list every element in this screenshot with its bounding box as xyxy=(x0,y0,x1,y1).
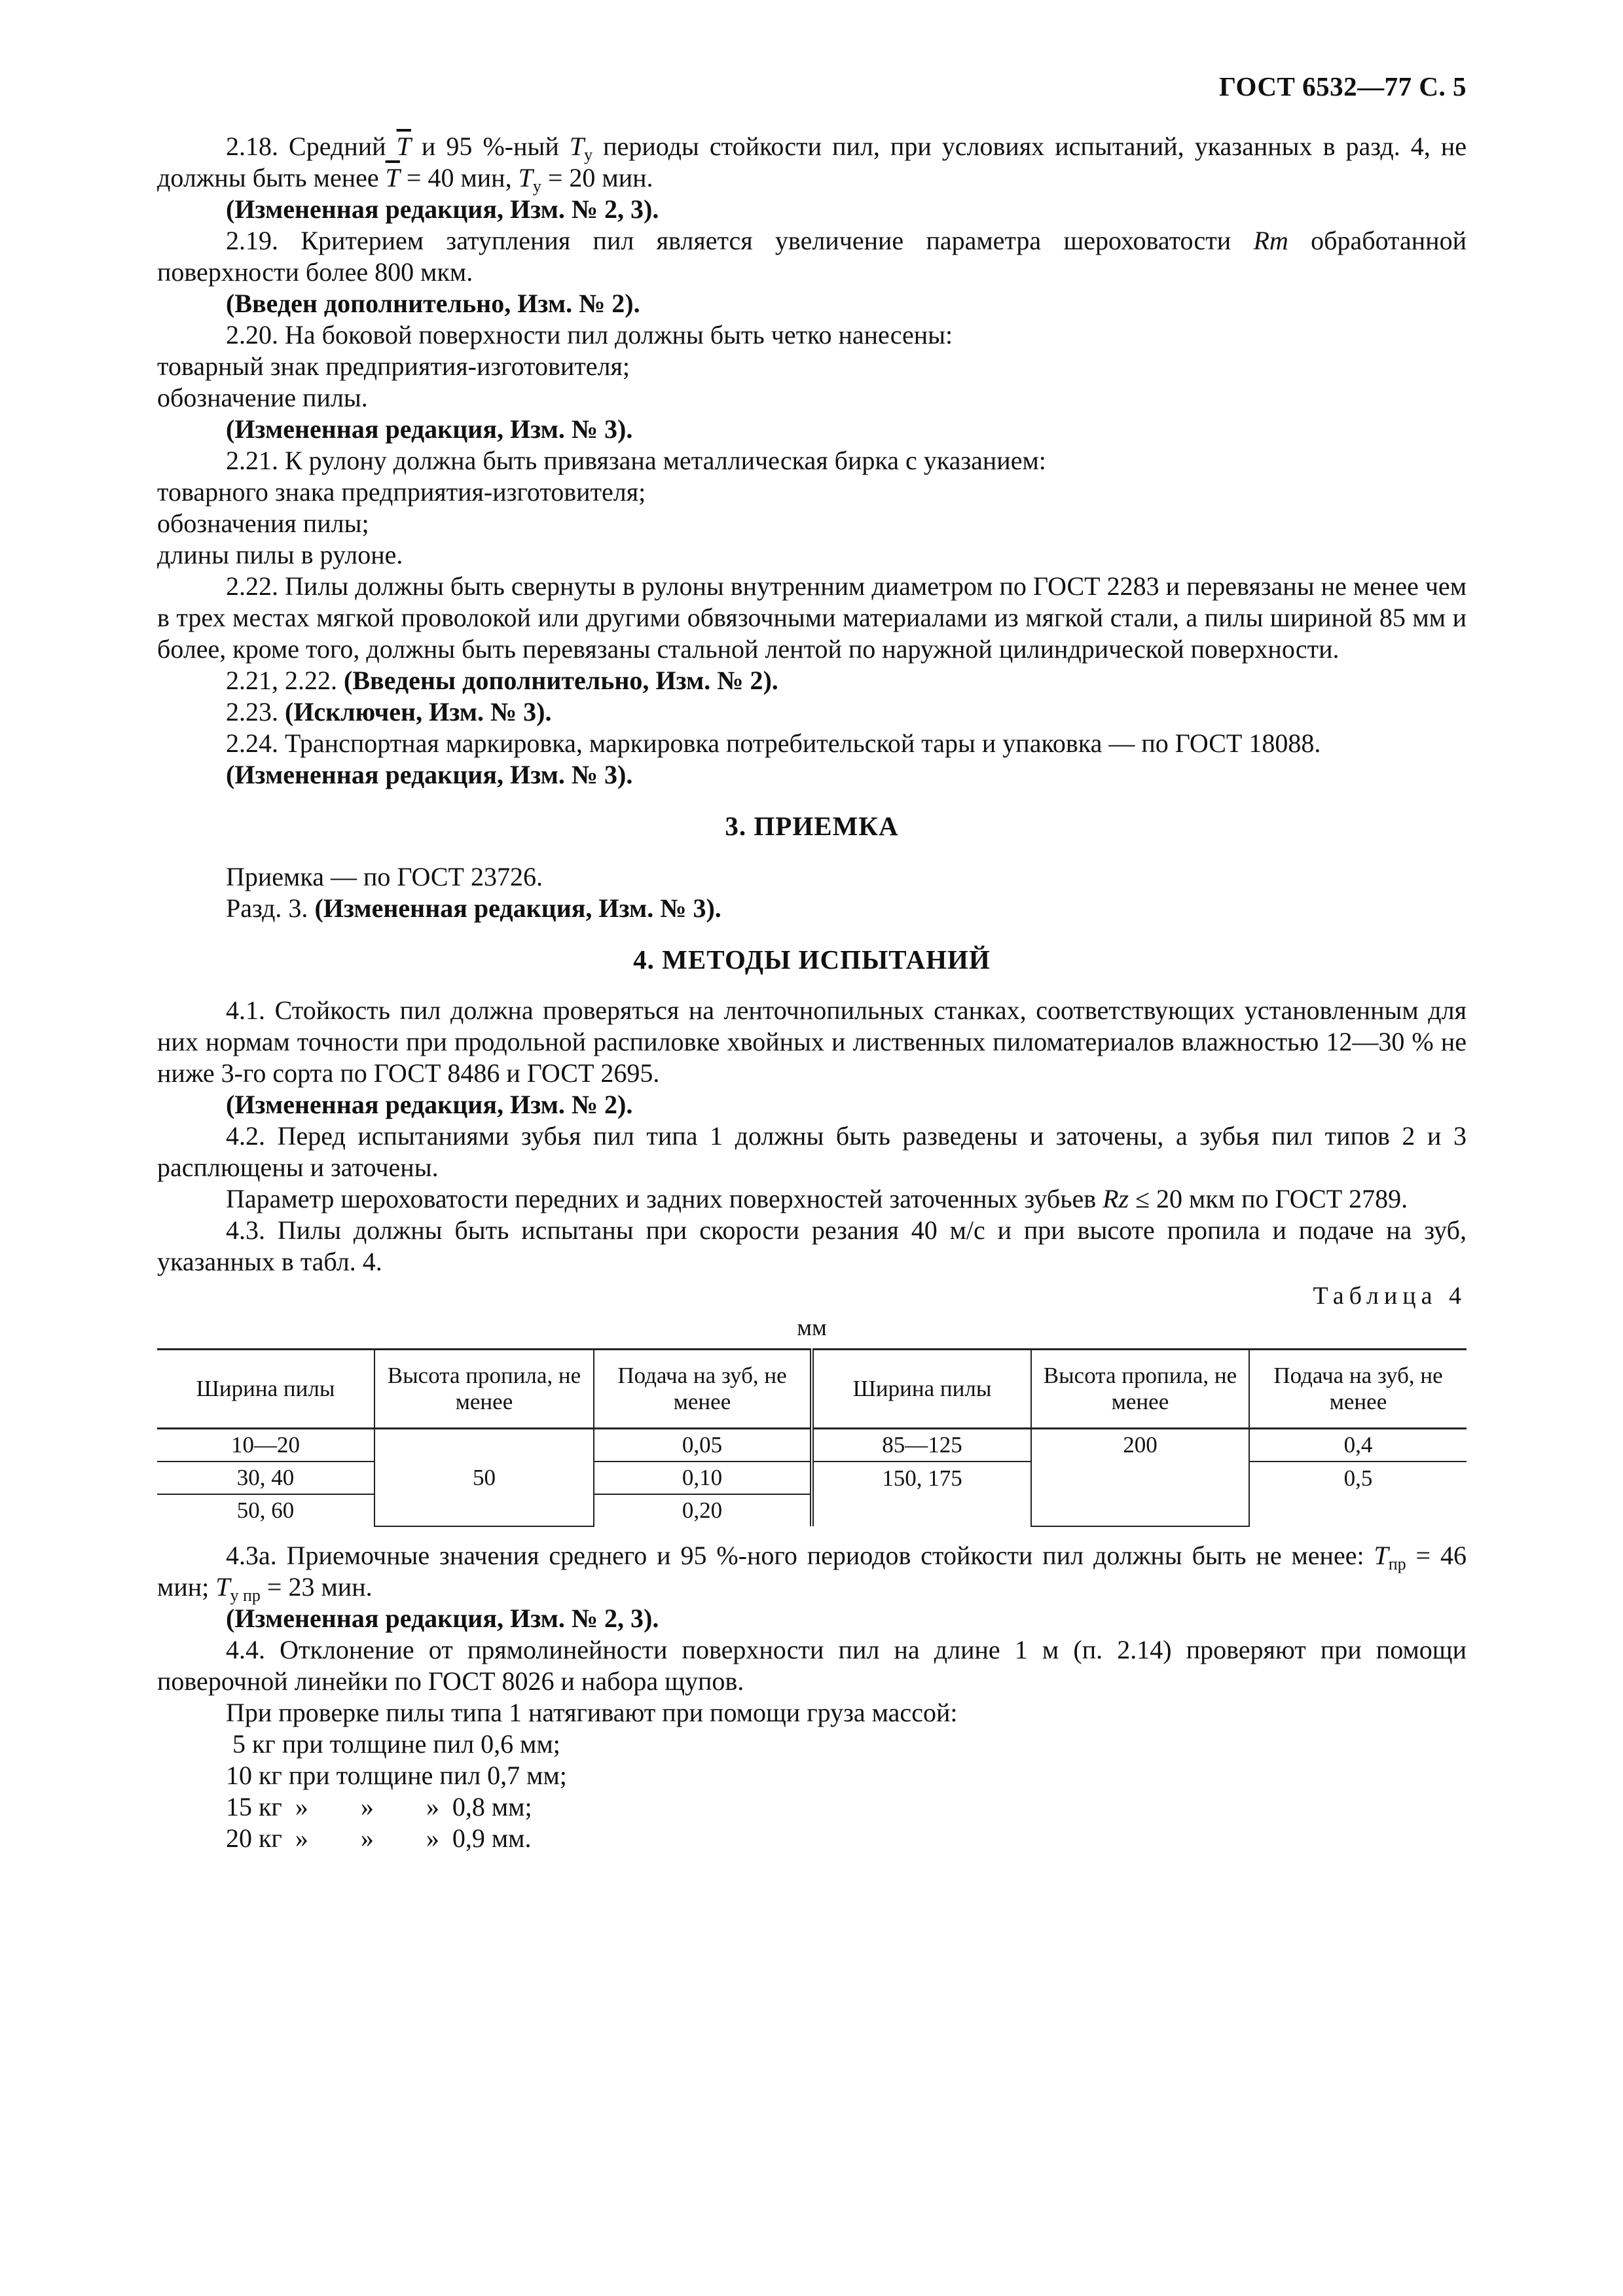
amendment-note: (Измененная редакция, Изм. № 2, 3). xyxy=(226,1604,659,1633)
paragraph-4-2: 4.2. Перед испытаниями зубья пил типа 1 должны быть разведены и заточены, а зубья пил типов 2 и 3 расплющены и заточены. xyxy=(157,1121,1467,1182)
paragraph-2-22: 2.22. Пилы должны быть свернуты в рулоны внутренним диаметром по ГОСТ 2283 и перевязаны не менее чем в трех местах мягкой проволокой или другими обвязочными материалами из мягкой стали, а пилы шириной 85 мм и более, кроме того, должны быть перевязаны стальной лентой по наружной цилиндрической поверхности. xyxy=(157,571,1467,664)
symbol-t: T xyxy=(518,163,533,192)
table-cell: 0,5 xyxy=(1249,1462,1467,1494)
symbol-t-mean: $\overline{T}$ xyxy=(385,163,400,192)
section-title-3: 3. ПРИЕМКА xyxy=(725,811,899,841)
table-row xyxy=(157,1462,1467,1494)
subscript: пр xyxy=(1388,1554,1406,1573)
table-cell: 85—125 xyxy=(812,1429,1031,1462)
list-line: товарный знак предприятия-изготовителя; xyxy=(157,351,630,381)
table-row xyxy=(157,1494,1467,1526)
text: = 40 мин, xyxy=(399,163,519,192)
column-header: Высота пропила, не менее xyxy=(1031,1350,1249,1429)
symbol-t: T xyxy=(569,132,585,161)
paragraph-4-3a xyxy=(157,1540,1467,1603)
paragraph-2-18 xyxy=(157,131,1467,194)
text: = 20 мин. xyxy=(541,163,653,192)
text: 4.3а. Приемочные значения среднего и 95 %-ного периодов стойкости пил должны быть не менее: xyxy=(226,1541,1374,1570)
text: 2.21, 2.22. xyxy=(226,666,344,695)
paragraph-4-3: 4.3. Пилы должны быть испытаны при скорости резания 40 м/с и при высоте пропила и подаче на зуб, указанных в табл. 4. xyxy=(157,1215,1467,1276)
list-line: длины пилы в рулоне. xyxy=(157,540,403,569)
load-line: 20 кг » » » 0,9 мм. xyxy=(226,1823,532,1853)
text: 2.18. Средний xyxy=(226,132,397,161)
page-header: ГОСТ 6532—77 С. 5 xyxy=(1218,71,1467,101)
bold-text: (Исключен, Изм. № 3). xyxy=(285,697,552,726)
paragraph-2-21: 2.21. К рулону должна быть привязана металлическая бирка с указанием: xyxy=(226,446,1046,475)
table-row xyxy=(157,1429,1467,1462)
load-line: 5 кг при толщине пил 0,6 мм; xyxy=(226,1729,560,1759)
subscript: у xyxy=(532,177,541,196)
table-cell: 50, 60 xyxy=(157,1494,374,1526)
list-line: обозначения пилы; xyxy=(157,509,369,538)
text: Параметр шероховатости передних и задних поверхностей заточенных зубьев xyxy=(226,1184,1103,1213)
table-cell-empty xyxy=(1249,1494,1467,1526)
paragraph-acceptance: Приемка — по ГОСТ 23726. xyxy=(226,862,543,891)
table-cell-empty xyxy=(812,1494,1031,1526)
paragraph-2-20: 2.20. На боковой поверхности пил должны быть четко нанесены: xyxy=(226,320,953,350)
amendment-note: (Измененная редакция, Изм. № 3). xyxy=(226,414,633,444)
load-line: 10 кг при толщине пил 0,7 мм; xyxy=(226,1761,567,1790)
paragraph-4-2-roughness xyxy=(157,1183,1467,1215)
symbol-rz: Rz xyxy=(1103,1184,1129,1213)
table-caption: Таблица 4 xyxy=(1313,1282,1467,1310)
spacer xyxy=(157,1527,1467,1540)
paragraph-2-23 xyxy=(157,696,1467,728)
table-cell: 0,05 xyxy=(594,1429,812,1462)
symbol-t: T xyxy=(1374,1541,1389,1570)
paragraph-2-24: 2.24. Транспортная маркировка, маркировка потребительской тары и упаковка — по ГОСТ 18088. xyxy=(226,728,1321,758)
table-4 xyxy=(157,1348,1467,1527)
bold-text: (Введены дополнительно, Изм. № 2). xyxy=(344,666,778,695)
table-cell: 30, 40 xyxy=(157,1462,374,1494)
amendment-note: (Измененная редакция, Изм. № 3). xyxy=(226,760,633,789)
paragraph-4-4: 4.4. Отклонение от прямолинейности поверхности пил на длине 1 м (п. 2.14) проверяют при помощи поверочной линейки по ГОСТ 8026 и набора щупов. xyxy=(157,1635,1467,1696)
table-unit: мм xyxy=(797,1314,827,1340)
text: 2.19. Критерием затупления пил является увеличение параметра шероховатости xyxy=(226,226,1254,255)
table-cell: 0,10 xyxy=(594,1462,812,1494)
column-header: Ширина пилы xyxy=(157,1350,374,1429)
document-body xyxy=(157,131,1467,1854)
table-header-row xyxy=(157,1350,1467,1429)
bold-text: (Измененная редакция, Изм. № 3). xyxy=(314,893,721,923)
text: ≤ 20 мкм по ГОСТ 2789. xyxy=(1129,1184,1408,1213)
table-cell: 50 xyxy=(374,1429,594,1527)
column-header: Подача на зуб, не менее xyxy=(1249,1350,1467,1429)
text: Разд. 3. xyxy=(226,893,315,923)
table-cell: 200 xyxy=(1031,1429,1249,1527)
subscript: у пр xyxy=(230,1586,261,1605)
table-cell: 10—20 xyxy=(157,1429,374,1462)
amendment-note xyxy=(157,665,1467,696)
list-line: обозначение пилы. xyxy=(157,383,368,412)
paragraph-4-4-loads: При проверке пилы типа 1 натягивают при помощи груза массой: xyxy=(226,1698,958,1727)
column-header: Высота пропила, не менее xyxy=(374,1350,594,1429)
load-line: 15 кг » » » 0,8 мм; xyxy=(226,1792,532,1821)
amendment-note xyxy=(157,893,1467,924)
symbol-t-mean: $\overline{T}$ xyxy=(396,132,411,161)
paragraph-2-19 xyxy=(157,225,1467,288)
table-cell: 150, 175 xyxy=(812,1462,1031,1494)
document-page xyxy=(157,0,1467,2296)
list-line: товарного знака предприятия-изготовителя; xyxy=(157,477,646,507)
column-header: Ширина пилы xyxy=(812,1350,1031,1429)
subscript: у xyxy=(584,145,593,164)
text: обработанной поверхности более 800 мкм. xyxy=(157,226,1467,287)
column-header: Подача на зуб, не менее xyxy=(594,1350,812,1429)
symbol-rm: Rm xyxy=(1253,226,1288,255)
section-title-4: 4. МЕТОДЫ ИСПЫТАНИЙ xyxy=(633,944,991,975)
text: и 95 %-ный xyxy=(410,132,570,161)
table-cell: 0,20 xyxy=(594,1494,812,1526)
text: периоды стойкости пил, при условиях испытаний, указанных в разд. 4, не должны быть менее xyxy=(157,132,1467,192)
text: 2.23. xyxy=(226,697,285,726)
paragraph-4-1: 4.1. Стойкость пил должна проверяться на ленточнопильных станках, соответствующих установленным для них нормам точности при продольной распиловке хвойных и лиственных пиломатериалов влажностью 12—30 % не ниже 3-го сорта по ГОСТ 8486 и ГОСТ 2695. xyxy=(157,996,1467,1088)
amendment-note: (Введен дополнительно, Изм. № 2). xyxy=(226,289,640,318)
amendment-note: (Измененная редакция, Изм. № 2, 3). xyxy=(226,194,659,224)
amendment-note: (Измененная редакция, Изм. № 2). xyxy=(226,1090,633,1119)
text: = 23 мин. xyxy=(260,1572,373,1602)
symbol-t: T xyxy=(215,1572,230,1602)
table-cell: 0,4 xyxy=(1249,1429,1467,1462)
text: = 46 мин; xyxy=(157,1541,1467,1602)
